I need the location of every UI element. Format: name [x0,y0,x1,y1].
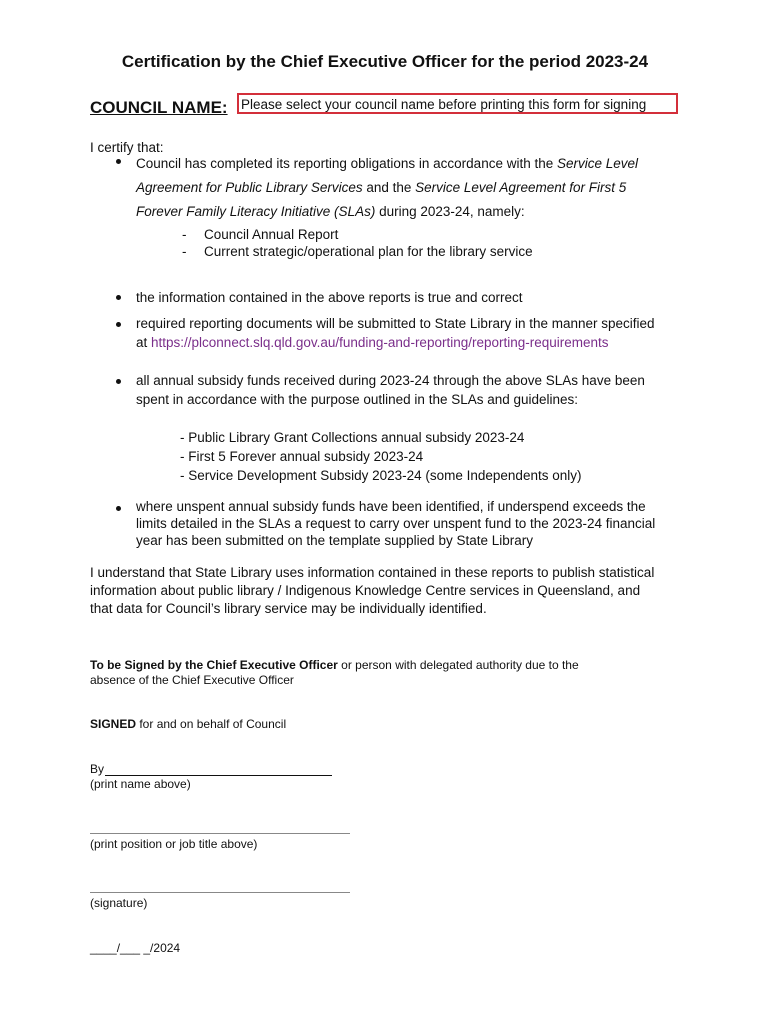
bullet-dot [116,159,121,164]
print-name-line[interactable] [105,775,332,776]
sla-public-libraries: Service Level Agreement for Public Library Services [136,156,639,195]
position-line[interactable] [90,833,350,834]
bullet-dot [116,295,121,300]
bullet-text: and the [362,180,416,195]
bullet-documents-line2 [136,333,609,353]
bullet-text: Council has completed its reporting obligations in accordance with the [136,156,557,171]
signing-line2: absence of the Chief Executive Officer [90,673,294,687]
signed-on-behalf [90,717,286,732]
council-name-field[interactable]: Please select your council name before printing this form for signing [237,93,678,114]
signing-rest: or person with delegated authority due to the [337,658,579,672]
bullet-subsidy-line1: all annual subsidy funds received during 2023-24 through the above SLAs have been [136,373,645,388]
print-position-caption: (print position or job title above) [90,837,258,851]
signature-line[interactable] [90,892,350,893]
understand-paragraph [90,564,654,618]
bullet-line: limits detailed in the SLAs a request to carry over unspent fund to the 2023-24 financial [136,516,656,531]
bullet-line: year has been submitted on the template supplied by State Library [136,533,533,548]
sub-item: Council Annual Report [204,227,339,242]
reporting-requirements-link[interactable]: https://plconnect.slq.qld.gov.au/funding-and-reporting/reporting-requirements [151,335,609,350]
bullet-unspent-funds [136,498,655,549]
print-name-caption: (print name above) [90,777,191,791]
signed-bold: SIGNED [90,717,137,731]
bullet-dot [116,322,121,327]
bullet-dot [116,379,121,384]
sub-item-dash: - - [182,227,187,259]
bullet-text: at [136,335,152,350]
signing-instructions [90,658,579,688]
bullet-line: where unspent annual subsidy funds have been identified, if underspend exceeds the [136,499,646,514]
signed-rest: for and on behalf of Council [136,717,287,731]
bullet-information-true: the information contained in the above reports is true and correct [136,290,523,305]
bullet-dot [116,506,121,511]
date-field[interactable]: ____/___ _/2024 [90,941,181,955]
council-name-label: COUNCIL NAME: [90,98,228,117]
bullet-subsidy-line2: spent in accordance with the purpose outlined in the SLAs and guidelines: [136,392,579,407]
bullet-reporting-obligations [136,152,676,224]
sub-item-list [204,226,533,260]
page-title: Certification by the Chief Executive Officer for the period 2023-24 [121,52,649,71]
by-label: By [90,762,105,776]
sla-first5: Service Level Agreement for First 5 Forever Family Literacy Initiative (SLAs) [136,180,627,219]
subsidy-item: - Public Library Grant Collections annual subsidy 2023-24 [180,430,525,445]
paragraph-line: that data for Council’s library service may be individually identified. [90,601,487,616]
subsidy-list [180,428,581,485]
signature-caption: (signature) [90,896,148,910]
signing-line1 [90,658,579,673]
subsidy-item: - First 5 Forever annual subsidy 2023-24 [180,449,424,464]
paragraph-line: I understand that State Library uses information contained in these reports to publish statistical [90,565,655,580]
bullet-documents-line1: required reporting documents will be submitted to State Library in the manner specified [136,316,655,331]
bullet-text: during 2023-24, namely: [375,204,525,219]
subsidy-item: - Service Development Subsidy 2023-24 (some Independents only) [180,468,582,483]
sub-item: Current strategic/operational plan for the library service [204,244,533,259]
certify-intro: I certify that: [90,140,164,155]
signing-bold: To be Signed by the Chief Executive Officer [90,658,338,672]
paragraph-line: information about public library / Indigenous Knowledge Centre services in Queensland, and [90,583,641,598]
